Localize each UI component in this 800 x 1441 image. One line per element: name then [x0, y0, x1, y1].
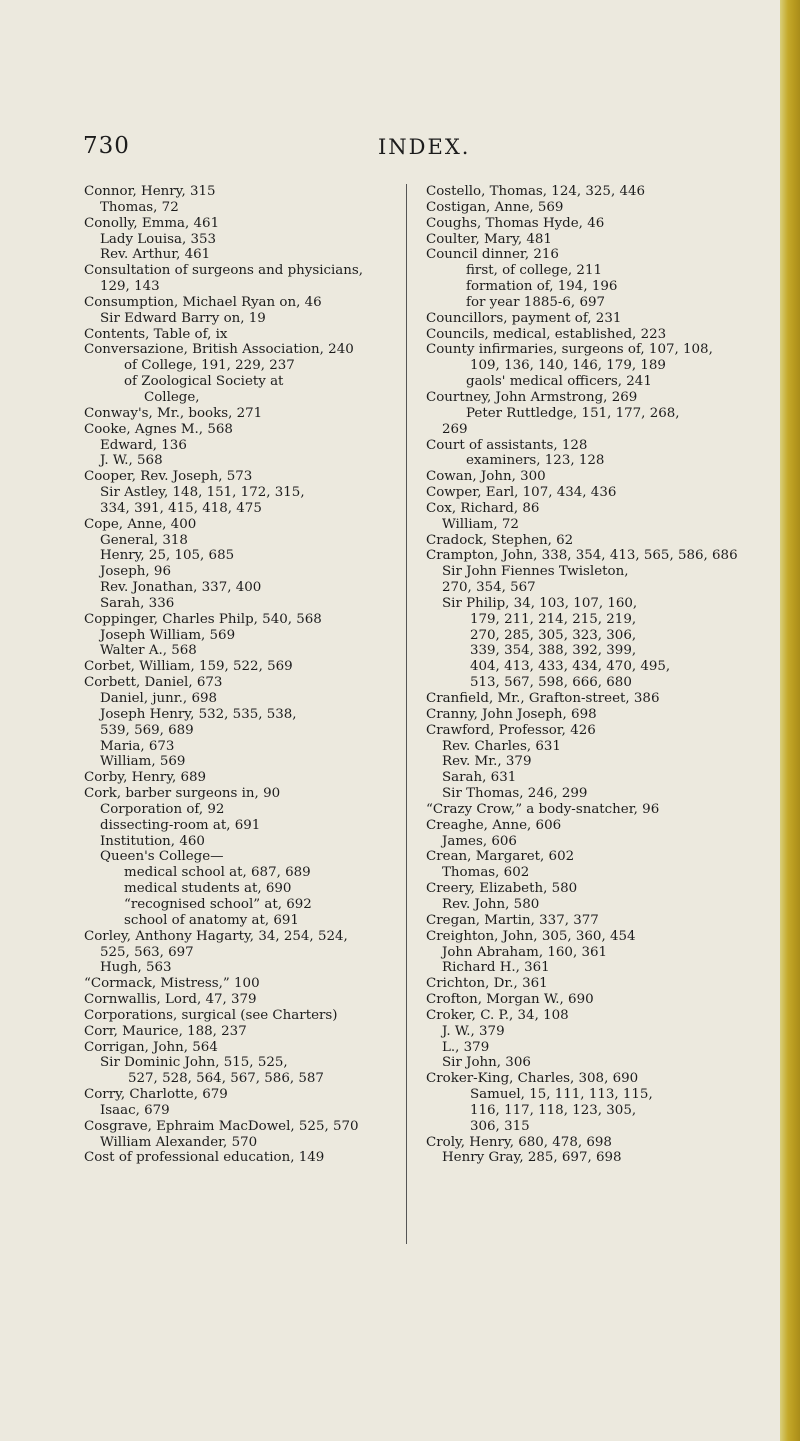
index-entry: William, 72 [442, 516, 519, 532]
index-entry: Rev. Charles, 631 [442, 738, 561, 754]
index-entry: “recognised school” at, 692 [124, 896, 312, 912]
page-number: 730 [83, 133, 130, 159]
index-entry: Cost of professional education, 149 [84, 1150, 325, 1166]
index-entry: Sir Philip, 34, 103, 107, 160, [442, 595, 638, 611]
index-entry: Sir Thomas, 246, 299 [442, 786, 588, 802]
index-entry: Maria, 673 [100, 738, 175, 754]
index-entry: 513, 567, 598, 666, 680 [470, 675, 632, 691]
index-entry: Croker, C. P., 34, 108 [426, 1007, 569, 1023]
index-entry: Rev. Arthur, 461 [100, 247, 211, 263]
index-entry: Sir John, 306 [442, 1055, 531, 1071]
index-entry: Henry Gray, 285, 697, 698 [442, 1150, 622, 1166]
index-entry: 339, 354, 388, 392, 399, [470, 643, 637, 659]
index-entry: Sarah, 336 [100, 595, 175, 611]
index-entry: 306, 315 [470, 1118, 530, 1134]
index-entry: Consultation of surgeons and physicians, [84, 263, 364, 279]
index-entry: Rev. Jonathan, 337, 400 [100, 580, 262, 596]
index-entry: General, 318 [100, 532, 188, 548]
index-entry: William, 569 [100, 754, 186, 770]
index-entry: Crawford, Professor, 426 [426, 722, 596, 738]
index-entry: Joseph, 96 [100, 564, 171, 580]
index-entry: 539, 569, 689 [100, 722, 194, 738]
index-entry: Coppinger, Charles Philp, 540, 568 [84, 611, 322, 627]
index-entry: L., 379 [442, 1039, 490, 1055]
index-entry: 270, 285, 305, 323, 306, [470, 627, 637, 643]
index-entry: Conversazione, British Association, 240 [84, 342, 354, 358]
index-entry: Richard H., 361 [442, 960, 550, 976]
index-entry: Cranny, John Joseph, 698 [426, 706, 597, 722]
index-entry: Hugh, 563 [100, 960, 172, 976]
index-entry: Creaghe, Anne, 606 [426, 817, 562, 833]
index-entry: 116, 117, 118, 123, 305, [470, 1102, 637, 1118]
index-entry: J. W., 568 [100, 453, 163, 469]
index-entry: first, of college, 211 [466, 263, 602, 279]
index-entry: Corby, Henry, 689 [84, 770, 207, 786]
index-entry: Edward, 136 [100, 437, 187, 453]
index-entry: 527, 528, 564, 567, 586, 587 [128, 1071, 324, 1087]
index-entry: Queen's College— [100, 849, 224, 865]
index-entry: Cooper, Rev. Joseph, 573 [84, 469, 253, 485]
index-entry: Cregan, Martin, 337, 377 [426, 912, 599, 928]
index-entry: Cranfield, Mr., Grafton-street, 386 [426, 691, 660, 706]
index-entry: dissecting-room at, 691 [100, 817, 261, 833]
index-entry: Rev. John, 580 [442, 896, 540, 912]
index-entry: Joseph William, 569 [100, 627, 236, 643]
index-entry: Cooke, Agnes M., 568 [84, 421, 233, 437]
index-entry: Samuel, 15, 111, 113, 115, [470, 1087, 653, 1103]
index-entry: Thomas, 602 [442, 865, 530, 881]
index-entry: Corley, Anthony Hagarty, 34, 254, 524, [84, 928, 348, 944]
page-header [0, 133, 782, 163]
index-entry: 525, 563, 697 [100, 944, 194, 960]
index-entry: Conway's, Mr., books, 271 [84, 405, 263, 421]
index-entry: 129, 143 [100, 279, 160, 295]
index-entry: of College, 191, 229, 237 [124, 358, 295, 374]
index-entry: Crofton, Morgan W., 690 [426, 992, 594, 1008]
index-entry: Cowan, John, 300 [426, 469, 546, 485]
index-entry: 334, 391, 415, 418, 475 [100, 500, 262, 516]
index-entry: 109, 136, 140, 146, 179, 189 [470, 358, 666, 374]
index-entry: Crichton, Dr., 361 [426, 976, 548, 992]
index-entry: Conolly, Emma, 461 [84, 215, 220, 231]
running-head: INDEX. [378, 135, 471, 159]
index-entry: Sir Astley, 148, 151, 172, 315, [100, 485, 305, 501]
index-entry: Corbett, Daniel, 673 [84, 675, 223, 691]
index-entry: Council dinner, 216 [426, 247, 559, 263]
index-entry: Croly, Henry, 680, 478, 698 [426, 1134, 612, 1150]
index-entry: Cradock, Stephen, 62 [426, 532, 574, 548]
index-entry: Isaac, 679 [100, 1102, 170, 1118]
index-entry: Corporation of, 92 [100, 801, 225, 817]
index-entry: Joseph Henry, 532, 535, 538, [100, 706, 297, 722]
index-entry: Cornwallis, Lord, 47, 379 [84, 992, 257, 1008]
index-entry: Creighton, John, 305, 360, 454 [426, 928, 636, 944]
index-entry: Corry, Charlotte, 679 [84, 1087, 228, 1103]
index-entry: Thomas, 72 [100, 199, 179, 215]
index-entry: Sir Edward Barry on, 19 [100, 310, 266, 326]
index-entry: “Cormack, Mistress,” 100 [84, 976, 260, 992]
index-entry: Councils, medical, established, 223 [426, 326, 667, 342]
index-entry: Crampton, John, 338, 354, 413, 565, 586, 686 [426, 548, 738, 564]
column-divider [406, 184, 407, 1244]
index-entry: Coulter, Mary, 481 [426, 231, 552, 247]
index-entry: Courtney, John Armstrong, 269 [426, 389, 638, 405]
index-entry: Cork, barber surgeons in, 90 [84, 786, 281, 802]
index-entry: Cox, Richard, 86 [426, 500, 540, 516]
index-entry: of Zoological Society at [124, 374, 284, 390]
index-entry: Connor, Henry, 315 [84, 184, 216, 199]
index-entry: Sarah, 631 [442, 770, 517, 786]
index-entry: Cowper, Earl, 107, 434, 436 [426, 485, 617, 501]
index-entry: Sir Dominic John, 515, 525, [100, 1055, 288, 1071]
index-entry: 404, 413, 433, 434, 470, 495, [470, 659, 671, 675]
index-entry: Costello, Thomas, 124, 325, 446 [426, 184, 646, 199]
index-entry: 179, 211, 214, 215, 219, [470, 611, 637, 627]
index-entry: Creery, Elizabeth, 580 [426, 881, 578, 897]
index-entry: Croker-King, Charles, 308, 690 [426, 1071, 639, 1087]
index-entry: Corbet, William, 159, 522, 569 [84, 659, 293, 675]
index-entry: Contents, Table of, ix [84, 326, 228, 342]
index-entry: gaols' medical officers, 241 [466, 374, 652, 390]
index-entry: Coughs, Thomas Hyde, 46 [426, 215, 605, 231]
index-entry: Henry, 25, 105, 685 [100, 548, 235, 564]
index-entry: Daniel, junr., 698 [100, 691, 218, 706]
index-entry: Corrigan, John, 564 [84, 1039, 218, 1055]
index-entry: Corr, Maurice, 188, 237 [84, 1023, 247, 1039]
index-entry: Rev. Mr., 379 [442, 754, 532, 770]
index-entry: County infirmaries, surgeons of, 107, 108, [426, 342, 713, 358]
index-entry: Lady Louisa, 353 [100, 231, 217, 247]
index-entry: Corporations, surgical (see Charters) [84, 1007, 338, 1023]
index-entry: J. W., 379 [442, 1023, 505, 1039]
index-entry: 270, 354, 567 [442, 580, 536, 596]
page-edge [780, 0, 800, 1441]
index-entry: medical students at, 690 [124, 881, 292, 897]
index-entry: for year 1885-6, 697 [466, 294, 605, 310]
index-entry: Cosgrave, Ephraim MacDowel, 525, 570 [84, 1118, 359, 1134]
index-entry: Institution, 460 [100, 833, 205, 849]
index-entry: 269 [442, 421, 468, 437]
index-entry: Peter Ruttledge, 151, 177, 268, [466, 405, 680, 421]
index-entry: examiners, 123, 128 [466, 453, 605, 469]
index-entry: Court of assistants, 128 [426, 437, 588, 453]
index-entry: Costigan, Anne, 569 [426, 199, 564, 215]
index-entry: Cope, Anne, 400 [84, 516, 197, 532]
index-entry: medical school at, 687, 689 [124, 865, 311, 881]
index-entry: “Crazy Crow,” a body-snatcher, 96 [426, 801, 660, 817]
index-entry: Sir John Fiennes Twisleton, [442, 564, 629, 580]
index-entry: John Abraham, 160, 361 [442, 944, 608, 960]
right-index-column [426, 184, 762, 1166]
index-entry: William Alexander, 570 [100, 1134, 258, 1150]
index-entry: Crean, Margaret, 602 [426, 849, 575, 865]
index-entry: College, [144, 389, 200, 405]
index-entry: school of anatomy at, 691 [124, 912, 299, 928]
index-entry: Consumption, Michael Ryan on, 46 [84, 294, 322, 310]
index-entry: Walter A., 568 [100, 643, 197, 659]
left-index-column [84, 184, 420, 1166]
index-entry: Councillors, payment of, 231 [426, 310, 622, 326]
index-entry: James, 606 [442, 833, 517, 849]
index-entry: formation of, 194, 196 [466, 279, 618, 295]
